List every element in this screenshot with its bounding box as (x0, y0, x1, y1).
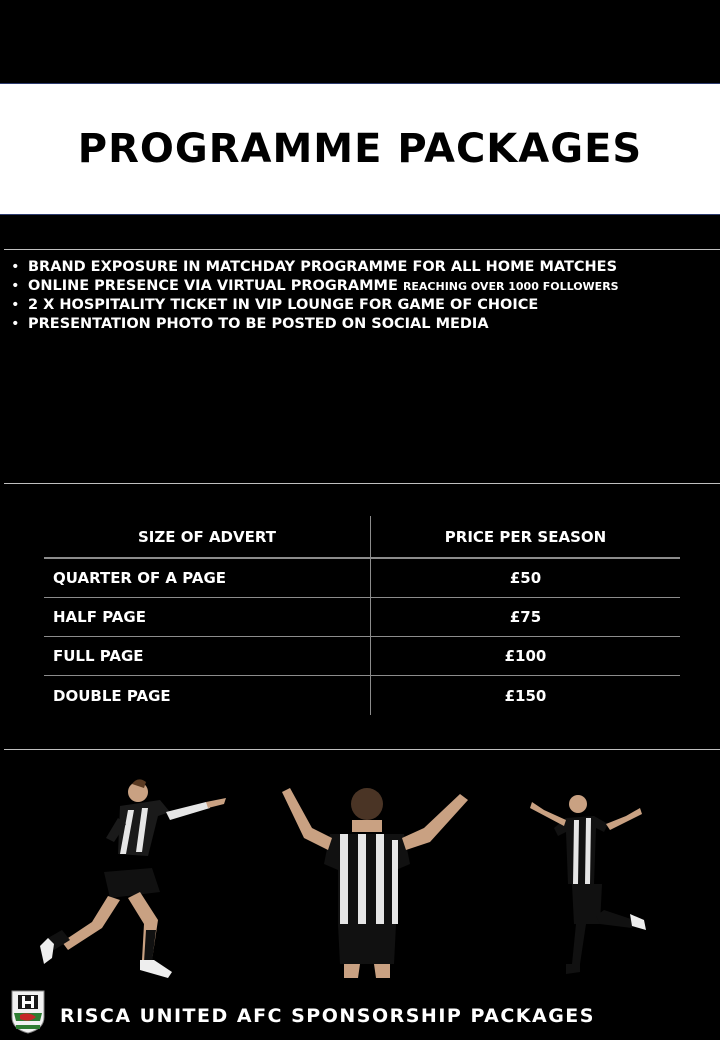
advert-price: £150 (504, 686, 547, 705)
benefit-item: • BRAND EXPOSURE IN MATCHDAY PROGRAMME FOR ALL HOME MATCHES (10, 258, 710, 277)
title-band (0, 83, 720, 215)
player-arms-out-image (530, 795, 646, 974)
advert-price: £75 (371, 598, 681, 637)
footer (0, 985, 720, 1040)
footer-title: RISCA UNITED AFC SPONSORSHIP PACKAGES (60, 1005, 595, 1027)
page-title: PROGRAMME PACKAGES (77, 126, 643, 172)
advert-size: FULL PAGE (44, 637, 371, 676)
divider-top (4, 249, 720, 250)
table-row (44, 598, 680, 637)
advert-price: £100 (371, 637, 681, 676)
table-row (44, 676, 680, 716)
pricing-table (44, 516, 680, 715)
divider-middle (4, 483, 720, 484)
column-header-size: SIZE OF ADVERT (44, 516, 371, 558)
divider-bottom (4, 749, 720, 750)
player-celebrating-image (282, 788, 468, 978)
benefit-item: • ONLINE PRESENCE VIA VIRTUAL PROGRAMME REACHING OVER 1000 FOLLOWERS (10, 277, 710, 296)
table-header-row (44, 516, 680, 558)
benefits-list (10, 258, 710, 334)
players-photo (0, 760, 720, 1000)
advert-size: HALF PAGE (44, 598, 371, 637)
advert-size: QUARTER OF A PAGE (44, 558, 371, 598)
club-crest-icon (10, 987, 46, 1035)
benefit-item: • 2 X HOSPITALITY TICKET IN VIP LOUNGE FOR GAME OF CHOICE (10, 296, 710, 315)
column-header-price: PRICE PER SEASON (371, 516, 681, 558)
table-row (44, 558, 680, 598)
advert-size: DOUBLE PAGE (44, 676, 371, 716)
player-running-image (40, 779, 226, 978)
benefit-item: • PRESENTATION PHOTO TO BE POSTED ON SOCIAL MEDIA (10, 315, 710, 334)
table-row (44, 637, 680, 676)
advert-price: £50 (371, 558, 681, 598)
